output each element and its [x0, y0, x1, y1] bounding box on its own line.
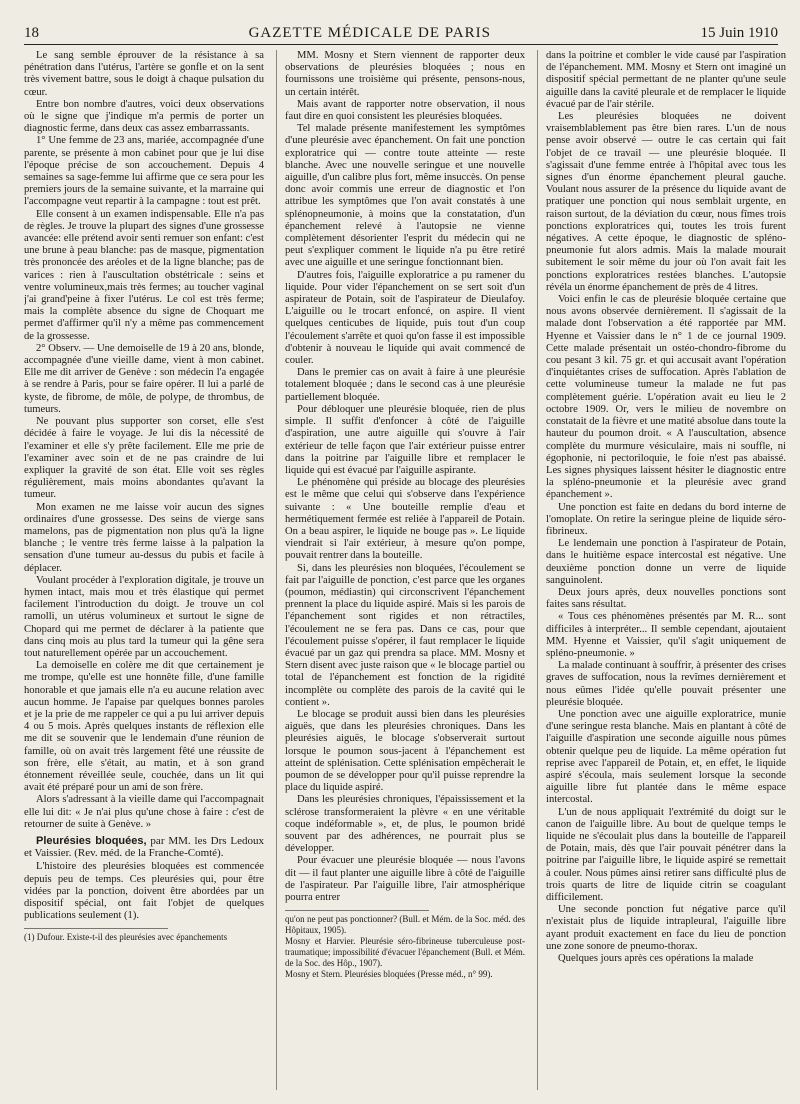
footnote: (1) Dufour. Existe-t-il des pleurésies avec épanchements: [24, 932, 228, 943]
paragraph: Pour évacuer une pleurésie bloquée — nous l'avons dit — il faut planter une aiguille libre à côté de l'aiguille de l'aspirateur. Par l'aiguille libre, l'air atmosphérique pourra entrer: [285, 855, 525, 904]
paragraph: Mais avant de rapporter notre observation, il nous faut dire en quoi consistent les pleurésies bloquées.: [285, 98, 525, 123]
paragraph: Dans le premier cas on avait à faire à une pleurésie totalement bloquée ; dans le second cas à une pleurésie partiellement bloquée.: [285, 367, 525, 403]
page-number: 18: [24, 24, 39, 41]
page-header: [24, 22, 778, 44]
footnotes: [285, 914, 525, 980]
footnote-rule: [285, 910, 429, 911]
footnote: Mosny et Stern. Pleurésies bloquées (Presse méd., n° 99).: [285, 969, 493, 980]
paragraph: Ne pouvant plus supporter son corset, elle s'est décidée à faire le voyage. Je lui dis la nécessité de l'examiner et elle s'y prête facilement. Elle me prie de l'examiner avec soin et de ne pas craindre de lui expliquer la gravité de son état. Elle voit ses règles régulièrement, mais moins abondantes qu'avant la tumeur.: [24, 416, 264, 501]
column-1: [24, 50, 264, 1090]
paragraph: dans la poitrine et combler le vide causé par l'aspiration de l'épanchement. MM. Mosny et Stern ont imaginé un dispositif spécial permettant de ne planter qu'une seule aiguille dans la cavité pleurale et de remplacer le liquide évacué par de l'air stérile.: [546, 50, 786, 110]
article-byline: par MM. les Drs Ledoux et Vaissier. (Rev. méd. de la Franche-Comté).: [24, 835, 264, 860]
paragraph: D'autres fois, l'aiguille exploratrice a pu ramener du liquide. Pour vider l'épanchement on se sert soit d'un aspirateur de Potain, soit de l'aspirateur de Dieulafoy. L'aiguille ou le trocart enfoncé, on aspire. Il vient quelques centicubes de liquide, puis tout d'un coup l'écoulement s'arrête et quoi qu'on fasse il est impossible d'obtenir à nouveau le liquide qui avait commencé de couler.: [285, 269, 525, 367]
article-title: Pleurésies bloquées,: [36, 835, 147, 847]
paragraph: Alors s'adressant à la vieille dame qui l'accompagnait elle lui dit: « Je n'ai plus qu'une chose à faire : c'est de retourner de suite à Genève. »: [24, 794, 264, 830]
paragraph: « Tous ces phénomènes présentés par M. R... sont difficiles à interpréter... Il semble cependant, ajoutaient MM. Hyenne et Vaissier, qu'il s'agit uniquement de spléno-pneumonie. »: [546, 611, 786, 659]
paragraph: Tel malade présente manifestement les symptômes d'une pleurésie avec épanchement. On fait une ponction exploratrice qui — contre toute atteinte — reste blanche. Avec une nouvelle seringue et une nouvelle aiguille, d'un calibre plus fort, même insuccès. On pense donc avoir commis une erreur de diagnostic et l'on attribue les symptômes que l'on avait constatés à une splénopneumonie, à moins que la constatation, d'un épanchement relevé à l'autopsie ne vienne complètement désorienter l'esprit du médecin qui ne peut s'expliquer comment le liquide n'a pu être retiré avec une aiguille et une seringue fonctionnant bien.: [285, 123, 525, 269]
footnote: qu'on ne peut pas ponctionner? (Bull. et Mém. de la Soc. méd. des Hôpitaux, 1905).: [285, 914, 525, 935]
text-columns: [24, 50, 786, 1090]
paragraph: Le lendemain une ponction à l'aspirateur de Potain, dans le huitième espace intercostal est négative. Une deuxième ponction donne un verre de liquide sanguinolent.: [546, 538, 786, 586]
paragraph: La demoiselle en colère me dit que certainement je me trompe, qu'elle est une honnête fille, d'une famille honorable et que jamais elle n'a eu aucune relation avec aucun homme. Je l'apaise par quelques bonnes paroles et je la prie de me rappeler ce qui a pu lui arriver depuis 4 ou 5 mois. Après quelques instants de réflexion elle me dit se souvenir que le lendemain d'une réunion de famille, où on avait très largement fêté une réussite de son frère, elle s'était, au matin, et à son grand étonnement réveillée seule, couchée, dans un lit qui avait été préparé pour un ami de son frère.: [24, 660, 264, 794]
paragraph: Quelques jours après ces opérations la malade: [558, 953, 754, 965]
article-heading: [24, 835, 264, 859]
paragraph: Dans les pleurésies chroniques, l'épaississement et la sclérose transformeraient la plèvre « en une véritable coque indéformable », et, de plus, le poumon bridé souvent par des adhérences, ne pourrait plus se développer.: [285, 794, 525, 855]
paragraph: Entre bon nombre d'autres, voici deux observations où le signe que j'indique m'a permis de porter un diagnostic ferme, dans deux cas assez embarrassants.: [24, 98, 264, 135]
paragraph: La malade continuant à souffrir, à présenter des crises graves de suffocation, nous la revîmes dernièrement et nous eûmes l'idée qu'elle pouvait présenter une pleurésie bloquée.: [546, 660, 786, 708]
paragraph: Mon examen ne me laisse voir aucun des signes ordinaires d'une grossesse. Des seins de vierge sans mamelons, pas de pigmentation non plus qu'à la ligne blanche ; le ventre très ferme laisse à la palpation la sensation d'une tumeur au-dessus du pubis et facile à déplacer.: [24, 501, 264, 574]
issue-date: 15 Juin 1910: [700, 24, 778, 41]
paragraph: Les pleurésies bloquées ne doivent vraisemblablement pas être bien rares. L'un de nous pense avoir observé — outre le cas certain qui fait l'objet de ce travail — une pleurésie bloquée. Il s'agissait d'une femme entrée à l'hôpital avec tous les signes d'un énorme épanchement pleural gauche. Voulant nous assurer de la présence du liquide avant de pratiquer une ponction qui nous semblait urgente, en raison surtout, de la déviation du cœur, nous fîmes trois ponctions exploratrices qui, toutes les trois furent négatives. A cette époque, le diagnostic de spléno-pneumonie fut alors admis. Mais la malade mourait subitement le soir même du jour où l'on avait fait les ponctions exploratrices restées blanches. L'autopsie révéla un énorme épanchement de près de 4 litres.: [546, 111, 786, 293]
paragraph: Le sang semble éprouver de la résistance à sa pénétration dans l'utérus, l'artère se gonfle et on la sent très vivement battre, sous le doigt à chaque pulsation du cœur.: [24, 50, 264, 98]
paragraph: Si, dans les pleurésies non bloquées, l'écoulement se fait par l'aiguille de ponction, c'est parce que les organes (poumon, médiastin) qui circonscrivent l'épanchement prennent la place du liquide aspiré. Mais si les parois de l'épanchement sont rigides et non rétractiles, l'écoulement ne se fera pas. Dans ce cas, pour que l'écoulement puisse s'opérer, il faut remplacer le liquide évacué par un gaz qui prendra sa place. MM. Mosny et Stern disent avec juste raison que « le blocage partiel ou total de l'épanchement est fonction de la rigidité incomplète ou complète des parois de la cavité qui le contient ».: [285, 562, 525, 708]
column-3: [537, 50, 786, 1090]
paragraph: Le blocage se produit aussi bien dans les pleurésies aiguës, que dans les pleurésies chroniques. Dans les pleurésies aiguës, le blocage s'observerait surtout lorsque le poumon sous-jacent à l'épanchement est atteint de splénisation. Cette splénisation empêcherait le poumon de se développer pour qu'il puisse reprendre la place du liquide aspiré.: [285, 708, 525, 794]
paragraph: Une seconde ponction fut négative parce qu'il n'existait plus de liquide intrapleural, l'aiguille libre ayant produit exactement en face du lieu de ponction une zone sonore de pneumo-thorax.: [546, 904, 786, 952]
paragraph: 2° Observ. — Une demoiselle de 19 à 20 ans, blonde, accompagnée d'une vieille dame, vient à mon cabinet. Elle me dit arriver de Genève : son médecin l'a engagée à se rendre à Paris, pour se faire opérer. Il lui a parlé de kyste, de fibrome, de môle, de polype, de thrombus, de tumeurs.: [24, 342, 264, 415]
footnote: Mosny et Harvier. Pleurésie séro-fibrineuse tuberculeuse post-traumatique; impossibilité d'évacuer l'épanchement (Bull. et Mém. de la Soc. des Hôp., 1907).: [285, 936, 525, 968]
paragraph: Le phénomène qui préside au blocage des pleurésies est le même que celui qui s'observe dans l'expérience suivante : « Une bouteille remplie d'eau et hermétiquement fermée est reliée à l'appareil de Potain. On a beau aspirer, le liquide ne bouge pas ». Le liquide viendrait si l'air extérieur, à mesure qu'on pompe, pouvait rentrer dans la bouteille.: [285, 477, 525, 562]
paragraph: MM. Mosny et Stern viennent de rapporter deux observations de pleurésies bloquées ; nous en fournissons une troisième qui présente, pensons-nous, un certain intérêt.: [285, 50, 525, 98]
journal-title: GAZETTE MÉDICALE DE PARIS: [248, 24, 491, 41]
paragraph: Elle consent à un examen indispensable. Elle n'a pas de règles. Je trouve la plupart des signes d'une grossesse avancée: elle prétend avoir senti remuer son enfant: c'est une brune à peau blanche: pas de masque, pigmentation très prononcée des aréoles et de la ligne blanche; pas de varices : rien à l'auscultation obstétricale : seins et ventre volumineux,mais très fermes; au toucher vaginal j'ai grand'peine à fixer l'utérus. Le col est très ferme; mais la complète absence du signe de Choquart me permet d'affirmer qu'il n'y a même pas commencement de la grossesse.: [24, 208, 264, 342]
column-2: [276, 50, 525, 1090]
paragraph: Voici enfin le cas de pleurésie bloquée certaine que nous avons observée dernièrement. Il s'agissait de la malade dont l'observation a été rapportée par MM. Hyenne et Vaissier dans le n° 1 de ce journal 1909. Cette malade présentait un ostéo-chondro-fibrome du cou pesant 3 kil. 75 gr. et qui accusait avant l'opération d'inquiétantes crises de suffocation. Après l'ablation de cette volumineuse tumeur la malade ne fut pas complètement guérie. L'opération avait eu lieu le 2 octobre 1909. Or, vers le milieu de novembre on constatait de la fièvre et une matité absolue dans toute la hauteur du poumon droit. « A l'auscultation, absence complète du murmure vésiculaire, mais ni souffle, ni égophonie, ni pectoriloquie, le foie n'est pas abaissé. Les signes physiques laissent hésiter le diagnostic entre la spléno-pneumonie et la pleurésie avec grand épanchement ».: [546, 294, 786, 501]
footnote-rule: [24, 928, 168, 929]
paragraph: L'un de nous appliquait l'extrémité du doigt sur le canon de l'aiguille libre. Au bout de quelque temps le liquide ne s'écoulait plus dans la bouteille de l'appareil de Potain, mais, dès que l'air pouvait pénétrer dans la poitrine par l'aiguille libre, le liquide aspiré se remettait à couler. Nous pûmes ainsi retirer sans difficulté plus de trois quarts de litre de liquide citrin se coagulant difficilement.: [546, 806, 786, 904]
paragraph: 1° Une femme de 23 ans, mariée, accompagnée d'une parente, se présente à mon cabinet pour que je lui dise l'époque précise de son accouchement. Depuis 4 semaines sa sage-femme lui affirme que ce sera pour les premiers jours de la semaine suivante, et la marraine qui l'accompagne veut repartir à la campagne : tout est prêt.: [24, 135, 264, 208]
article-intro: L'histoire des pleurésies bloquées est commencée depuis peu de temps. Ces pleurésies qui, pour être vidées par la ponction, doivent être abordées par un dispositif spécial, ont fait l'objet de quelques publications seulement (1).: [24, 861, 264, 922]
paragraph: Une ponction avec une aiguille exploratrice, munie d'une seringue resta blanche. Mais en plantant à côté de l'aiguille d'aspiration une seconde aiguille nous pûmes obtenir quelque peu de liquide. La même opération fut reprise avec l'appareil de Potain, et, en effet, le liquide aspiré s'écoula, mais seulement lorsque la seconde aiguille libre fut plantée dans le même espace intercostal.: [546, 708, 786, 806]
header-rule: [24, 44, 778, 45]
paragraph: Une ponction est faite en dedans du bord interne de l'omoplate. On retire la seringue pleine de liquide séro-fibrineux.: [546, 501, 786, 537]
paragraph: Deux jours après, deux nouvelles ponctions sont faites sans résultat.: [546, 586, 786, 611]
paragraph: Pour débloquer une pleurésie bloquée, rien de plus simple. Il suffit d'enfoncer à côté de l'aiguille d'aspiration, une autre aiguille qui s'ouvre à l'air extérieur de telle façon que l'air extérieur puisse entrer dans la poitrine par l'aiguille libre et remplacer le liquide qui est évacué par l'aiguille aspirante.: [285, 403, 525, 476]
paragraph: Voulant procéder à l'exploration digitale, je trouve un hymen intact, mais mou et très élastique qui permet facilement l'introduction du doigt. Je trouve un col ramolli, un utérus volumineux et surtout le signe de Chopard qui me permet de déclarer à la patiente que dans cinq mois au plus tard la tumeur qui la gêne sera tout naturellement opérée par un accouchement.: [24, 574, 264, 659]
